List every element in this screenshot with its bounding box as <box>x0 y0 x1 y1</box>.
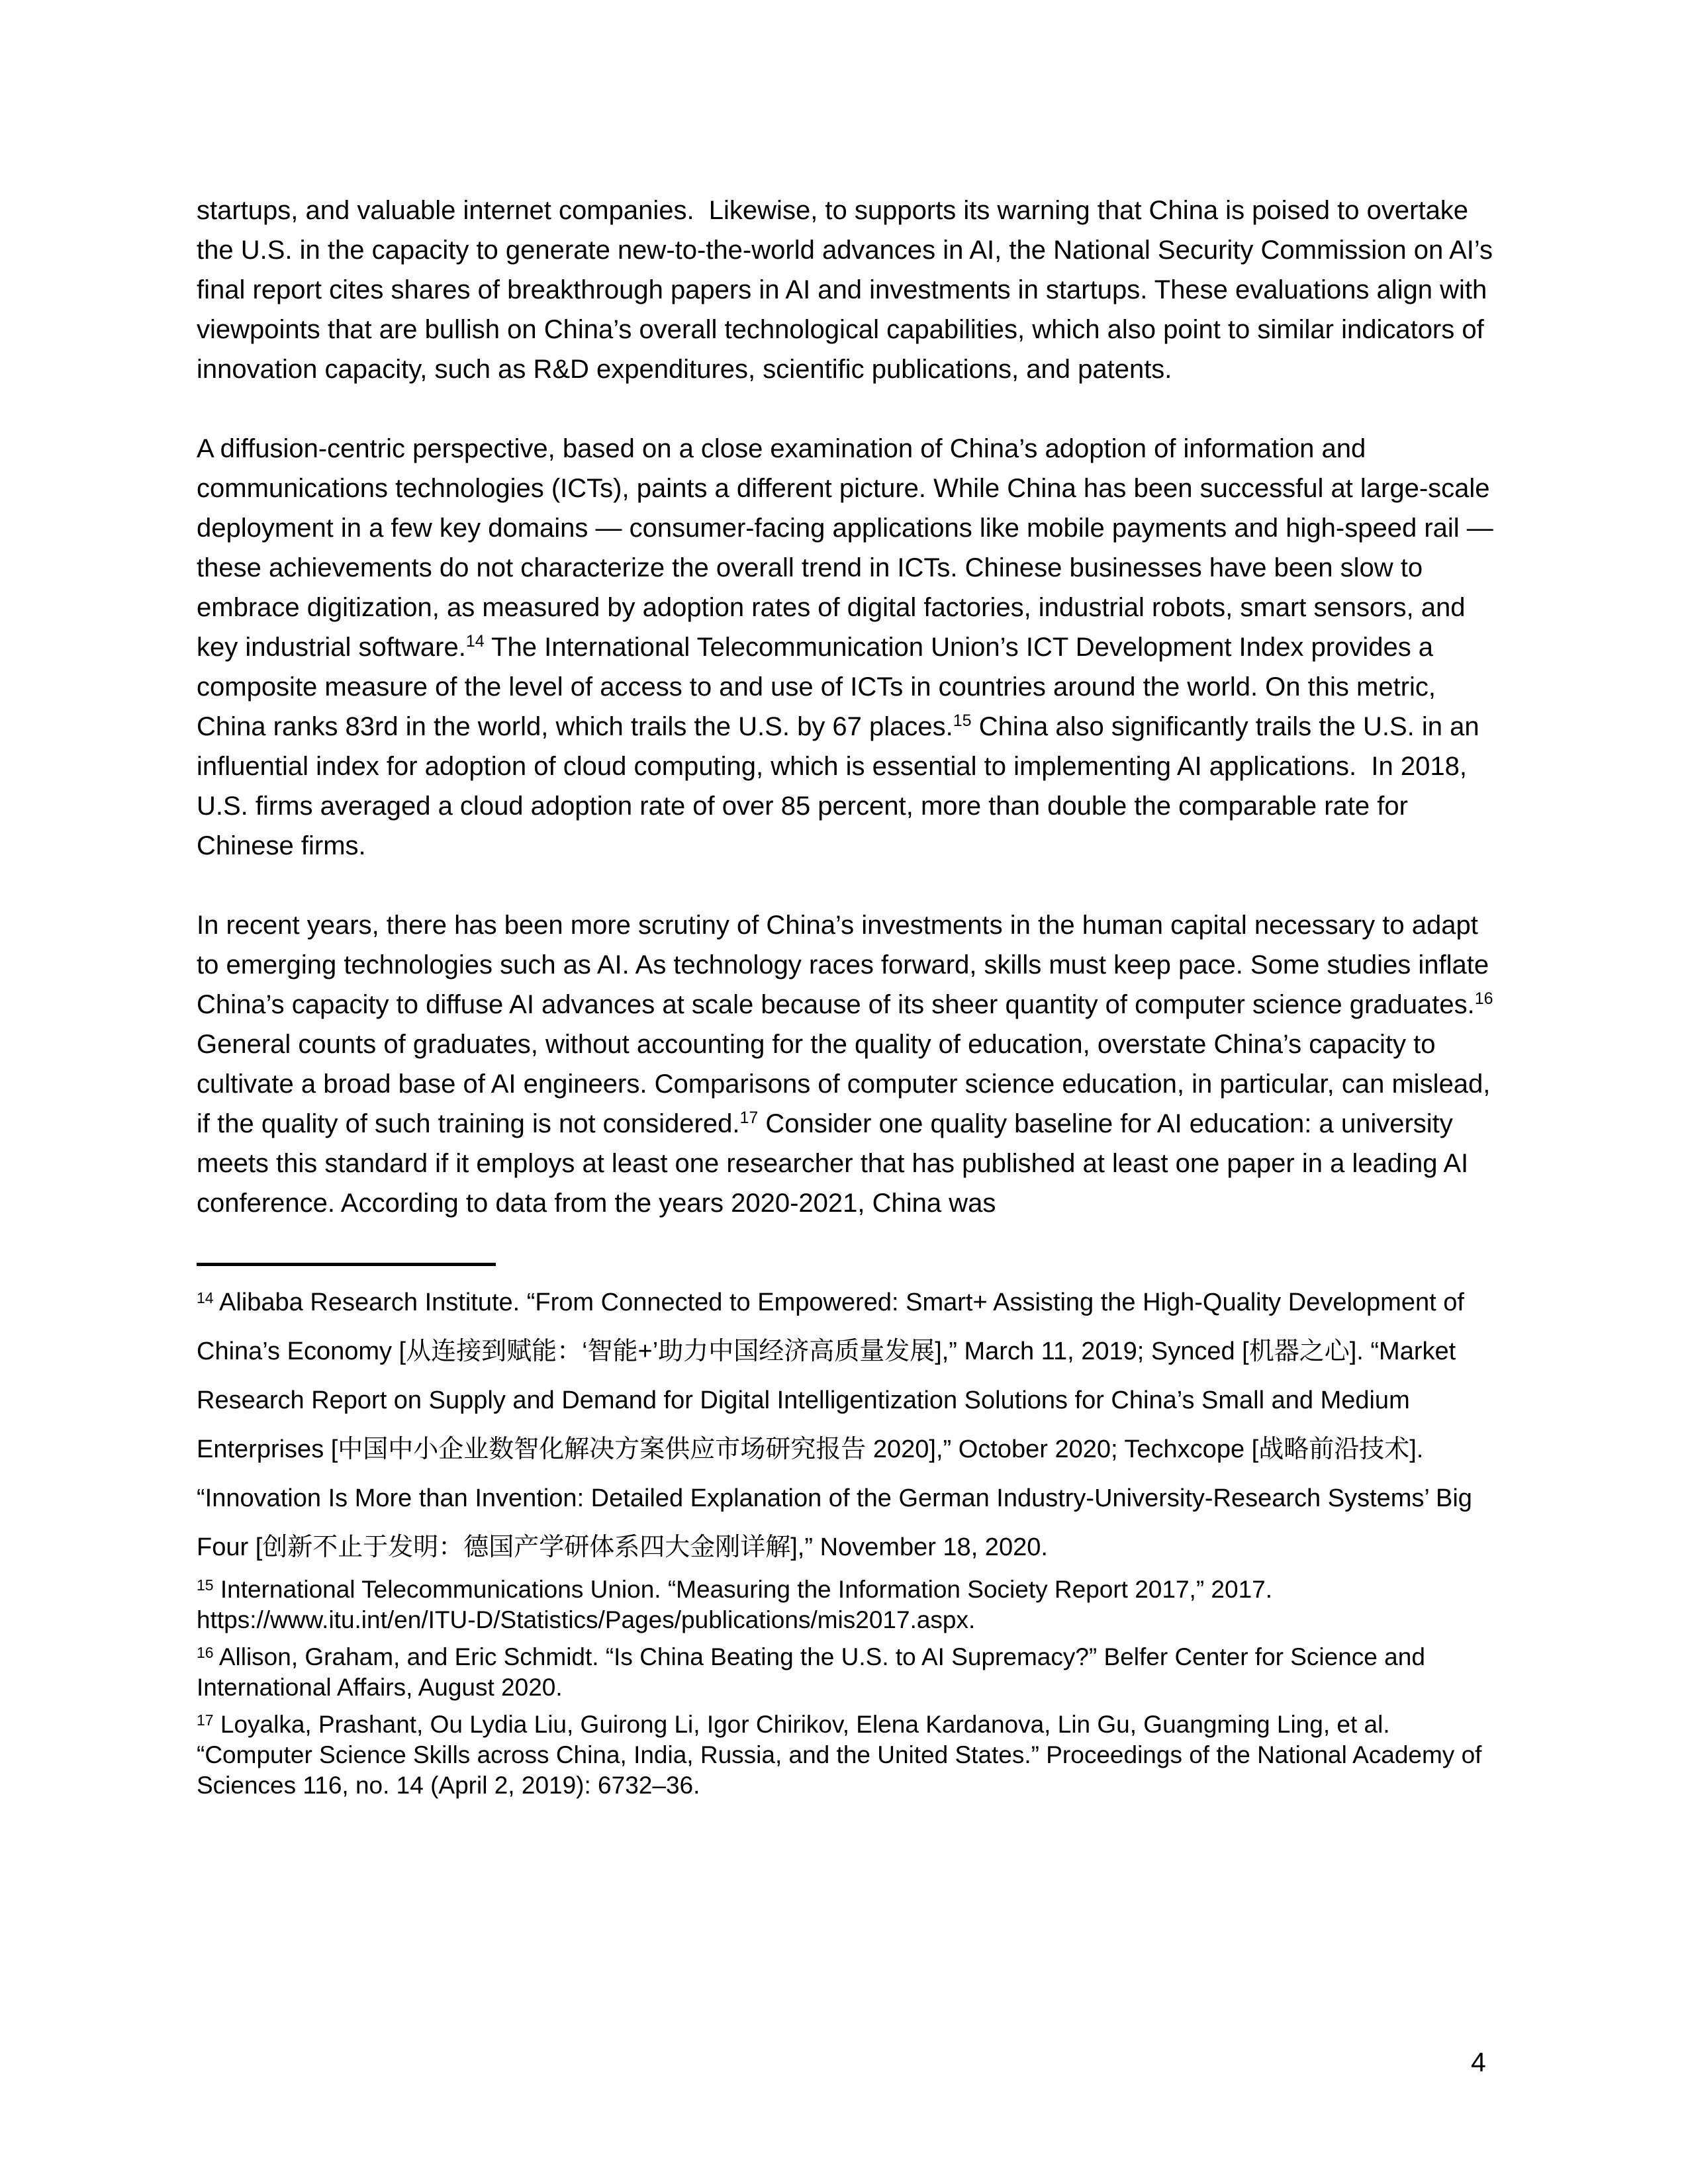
footnote-reference-17: 17 <box>739 1109 759 1127</box>
footnote-text: Allison, Graham, and Eric Schmidt. “Is China Beating the U.S. to AI Supremacy?” Belfer Center for Science and International Affairs, August 2020. <box>197 1643 1432 1701</box>
footnote-item-16 <box>197 1642 1495 1703</box>
footnote-text: Loyalka, Prashant, Ou Lydia Liu, Guirong Li, Igor Chirikov, Elena Kardanova, Lin Gu, Guangming Ling, et al. “Computer Science Skills across China, India, Russia, and the United States.” Proceedings of the National Academy of Sciences 116, no. 14 (April 2, 2019): 6732–36. <box>197 1711 1489 1799</box>
page-number: 4 <box>1471 2047 1486 2077</box>
paragraph-text: Consider one quality baseline for AI education: a university meets this standard if it employs at least one researcher that has published at least one paper in a leading AI conference. According to data from the years 2020-2021, China was <box>197 1109 1476 1218</box>
footnote-item-14 <box>197 1278 1495 1572</box>
footnotes-section <box>197 1278 1495 1801</box>
footnote-item-15 <box>197 1574 1495 1635</box>
paragraph-text: China also significantly trails the U.S. in an influential index for adoption of cloud computing, which is essential to implementing AI applications. In 2018, U.S. firms averaged a cloud adoption rate of over 85 percent, more than double the comparable rate for Chinese firms. <box>197 712 1487 860</box>
footnote-number: 14 <box>197 1289 214 1306</box>
paragraph-text: General counts of graduates, without accounting for the quality of education, overstate China’s capacity to cultivate a broad base of AI engineers. Comparisons of computer science education, in particular, can mislead, if the quality of such training is not considered. <box>197 990 1501 1138</box>
paragraph-text: startups, and valuable internet companies. Likewise, to supports its warning that China is poised to overtake the U.S. in the capacity to generate new-to-the-world advances in AI, the National Security Commission on AI’s final report cites shares of breakthrough papers in AI and investments in startups. These evaluations align with viewpoints that are bullish on China’s overall technological capabilities, which also point to similar indicators of innovation capacity, such as R&D expenditures, scientific publications, and patents. <box>197 196 1501 384</box>
body-paragraph-3 <box>197 905 1501 1223</box>
paragraph-text: In recent years, there has been more scrutiny of China’s investments in the human capital necessary to adapt to emerging technologies such as AI. As technology races forward, skills must keep pace. Some studies inflate China’s capacity to diffuse AI advances at scale because of its sheer quantity of computer science graduates. <box>197 911 1497 1019</box>
footnote-item-17 <box>197 1709 1495 1801</box>
page-content <box>197 191 1501 1801</box>
footnote-reference-15: 15 <box>953 711 972 730</box>
footnote-number: 17 <box>197 1711 214 1729</box>
footnote-number: 15 <box>197 1576 214 1594</box>
footnote-reference-16: 16 <box>1474 989 1493 1008</box>
footnote-text: International Telecommunications Union. “Measuring the Information Society Report 2017,” 2017. https://www.itu.int/en/ITU-D/Statistics/Pages/publications/mis2017.aspx. <box>197 1576 1280 1633</box>
paragraph-text: A diffusion-centric perspective, based on a close examination of China’s adoption of information and communications technologies (ICTs), paints a different picture. While China has been successful at large-scale deployment in a few key domains — consumer-facing applications like mobile payments and high-speed rail — these achievements do not characterize the overall trend in ICTs. Chinese businesses have been slow to embrace digitization, as measured by adoption rates of digital factories, industrial robots, smart sensors, and key industrial software. <box>197 434 1501 662</box>
footnote-text: Alibaba Research Institute. “From Connected to Empowered: Smart+ Assisting the High-Quality Development of China’s Economy [从连接到赋能：‘智能+’助力中国经济高质量发展],” March 11, 2019; Synced [机器之心]. “Market Research Report on Supply and Demand for Digital Intelligentization Solutions for China’s Small and Medium Enterprises [中国中小企业数智化解决方案供应市场研究报告 2020],” October 2020; Techxcope [战略前沿技术]. “Innovation Is More than Invention: Detailed Explanation of the German Industry-University-Research Systems’ Big Four [创新不止于发明：德国产学研体系四大金刚详解],” November 18, 2020. <box>197 1289 1479 1561</box>
body-paragraph-1 <box>197 191 1501 389</box>
paragraph-text: The International Telecommunication Union’s ICT Development Index provides a composite measure of the level of access to and use of ICTs in countries around the world. On this metric, China ranks 83rd in the world, which trails the U.S. by 67 places. <box>197 633 1444 741</box>
footnote-number: 16 <box>197 1644 214 1661</box>
footnote-separator <box>197 1263 496 1266</box>
footnote-reference-14: 14 <box>465 632 485 651</box>
body-paragraph-2 <box>197 429 1501 866</box>
